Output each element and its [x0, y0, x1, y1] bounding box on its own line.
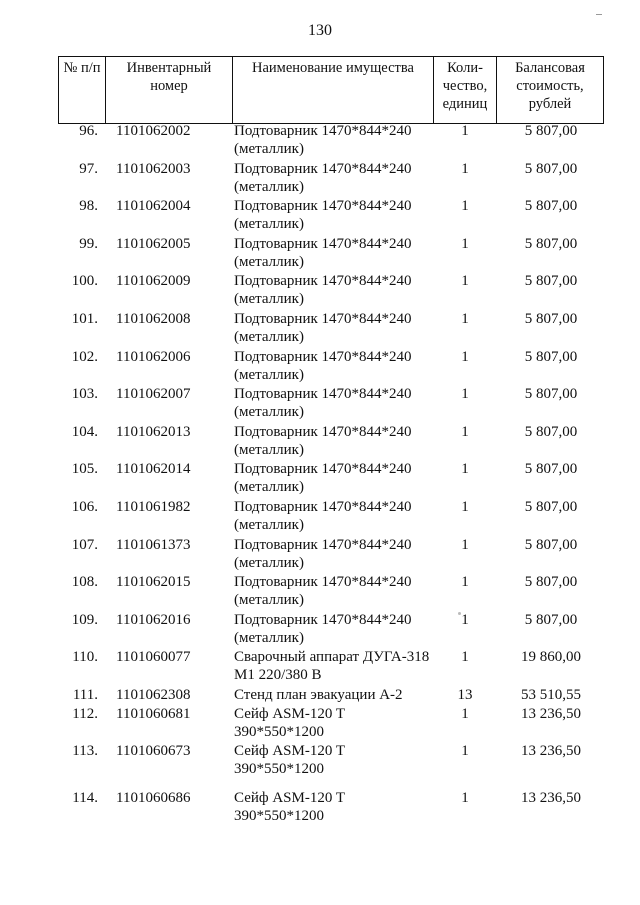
inventory-number: 1101062005	[116, 235, 191, 252]
row-number: 99.	[79, 235, 98, 252]
inventory-number: 1101060686	[116, 790, 191, 807]
scan-mark	[458, 612, 461, 615]
table-row	[58, 310, 606, 348]
row-number: 98.	[79, 198, 98, 215]
row-number: 103.	[71, 386, 98, 403]
item-quantity: 1	[461, 273, 469, 290]
inventory-list	[58, 122, 606, 836]
inventory-number: 1101060681	[116, 705, 191, 722]
row-number: 110.	[72, 649, 98, 666]
item-quantity: 1	[461, 386, 469, 403]
inventory-number: 1101061982	[116, 498, 191, 515]
item-name: Стенд план эвакуации А-2	[234, 686, 403, 703]
inventory-number: 1101062016	[116, 611, 191, 628]
item-name: Подтоварник 1470*844*240 (металлик)	[234, 160, 412, 195]
item-cost: 5 807,00	[524, 123, 578, 139]
inventory-number: 1101062015	[116, 574, 191, 591]
item-name: Подтоварник 1470*844*240 (металлик)	[234, 423, 412, 458]
item-cost: 5 807,00	[524, 423, 578, 440]
item-cost: 5 807,00	[524, 611, 578, 628]
item-quantity: 1	[461, 461, 469, 478]
inventory-number: 1101061373	[116, 536, 191, 553]
item-cost: 5 807,00	[524, 348, 578, 365]
item-name: Сейф ASM-120 T 390*550*1200	[234, 705, 345, 740]
item-cost: 19 860,00	[521, 649, 581, 666]
row-number: 101.	[71, 310, 98, 327]
item-cost: 13 236,50	[521, 743, 581, 760]
item-cost: 13 236,50	[521, 705, 581, 722]
item-cost: 13 236,50	[521, 790, 581, 807]
header-name: Наименование имущества	[233, 57, 434, 124]
row-number: 108.	[71, 574, 98, 591]
table-row	[58, 197, 606, 235]
inventory-number: 1101062007	[116, 386, 191, 403]
item-name: Подтоварник 1470*844*240 (металлик)	[234, 461, 412, 496]
item-cost: 5 807,00	[524, 310, 578, 327]
table-row	[58, 272, 606, 310]
scan-mark	[596, 14, 602, 15]
table-row	[58, 348, 606, 386]
item-quantity: 1	[461, 790, 469, 807]
item-cost: 5 807,00	[524, 235, 578, 252]
table-row	[58, 611, 606, 649]
inventory-number: 1101062004	[116, 198, 191, 215]
row-number: 102.	[71, 348, 98, 365]
item-cost: 5 807,00	[524, 160, 578, 177]
row-number: 106.	[71, 498, 98, 515]
table-header	[58, 56, 604, 124]
item-cost: 5 807,00	[524, 461, 578, 478]
item-quantity: 1	[461, 536, 469, 553]
table-row	[58, 122, 606, 160]
inventory-number: 1101062009	[116, 273, 191, 290]
header-num: № п/п	[59, 57, 106, 124]
row-number: 113.	[72, 743, 98, 760]
row-number: 105.	[71, 461, 98, 478]
item-quantity: 1	[461, 705, 469, 722]
inventory-number: 1101062003	[116, 160, 191, 177]
item-name: Подтоварник 1470*844*240 (металлик)	[234, 123, 412, 157]
item-cost: 5 807,00	[524, 498, 578, 515]
row-number: 112.	[72, 705, 98, 722]
item-name: Сварочный аппарат ДУГА-318 М1 220/380 В	[234, 649, 430, 684]
table-row	[58, 573, 606, 611]
item-quantity: 1	[461, 611, 469, 628]
table-row	[58, 648, 606, 686]
header-qty: Коли-чество, единиц	[434, 57, 497, 124]
header-cost: Балансовая стоимость, рублей	[497, 57, 604, 124]
table-row	[58, 460, 606, 498]
row-number: 100.	[71, 273, 98, 290]
inventory-number: 1101062308	[116, 686, 191, 703]
item-quantity: 1	[461, 348, 469, 365]
item-name: Подтоварник 1470*844*240 (металлик)	[234, 348, 412, 383]
item-name: Подтоварник 1470*844*240 (металлик)	[234, 198, 412, 233]
row-number: 109.	[71, 611, 98, 628]
item-name: Подтоварник 1470*844*240 (металлик)	[234, 386, 412, 421]
item-name: Подтоварник 1470*844*240 (металлик)	[234, 536, 412, 571]
inventory-number: 1101060673	[116, 743, 191, 760]
item-quantity: 13	[457, 686, 473, 703]
item-cost: 53 510,55	[521, 686, 581, 703]
row-number: 107.	[71, 536, 98, 553]
item-name: Подтоварник 1470*844*240 (металлик)	[234, 310, 412, 345]
page-number: 130	[308, 22, 332, 39]
table-row	[58, 498, 606, 536]
table-row	[58, 705, 606, 743]
table-row	[58, 686, 606, 705]
table-row	[58, 789, 606, 836]
item-cost: 5 807,00	[524, 536, 578, 553]
row-number: 114.	[72, 790, 98, 807]
item-cost: 5 807,00	[524, 198, 578, 215]
item-quantity: 1	[461, 649, 469, 666]
item-quantity: 1	[461, 160, 469, 177]
item-cost: 5 807,00	[524, 386, 578, 403]
inventory-number: 1101062014	[116, 461, 191, 478]
inventory-number: 1101060077	[116, 649, 191, 666]
item-name: Подтоварник 1470*844*240 (металлик)	[234, 273, 412, 308]
item-name: Сейф ASM-120 T 390*550*1200	[234, 743, 345, 778]
item-quantity: 1	[461, 123, 469, 139]
table-row	[58, 536, 606, 574]
item-quantity: 1	[461, 235, 469, 252]
item-name: Подтоварник 1470*844*240 (металлик)	[234, 235, 412, 270]
row-number: 111.	[72, 686, 98, 703]
header-inventory: Инвентарный номер	[106, 57, 233, 124]
inventory-number: 1101062002	[116, 123, 191, 139]
item-name: Подтоварник 1470*844*240 (металлик)	[234, 611, 412, 646]
item-cost: 5 807,00	[524, 574, 578, 591]
inventory-number: 1101062008	[116, 310, 191, 327]
inventory-number: 1101062013	[116, 423, 191, 440]
item-name: Подтоварник 1470*844*240 (металлик)	[234, 498, 412, 533]
item-quantity: 1	[461, 498, 469, 515]
table-row	[58, 235, 606, 273]
item-quantity: 1	[461, 198, 469, 215]
item-name: Сейф ASM-120 T 390*550*1200	[234, 790, 345, 825]
item-name: Подтоварник 1470*844*240 (металлик)	[234, 574, 412, 609]
item-quantity: 1	[461, 574, 469, 591]
table-row	[58, 742, 606, 789]
table-row	[58, 160, 606, 198]
row-number: 104.	[71, 423, 98, 440]
row-number: 96.	[79, 123, 98, 139]
item-quantity: 1	[461, 310, 469, 327]
item-quantity: 1	[461, 743, 469, 760]
table-row	[58, 385, 606, 423]
table-row	[58, 423, 606, 461]
inventory-number: 1101062006	[116, 348, 191, 365]
item-quantity: 1	[461, 423, 469, 440]
row-number: 97.	[79, 160, 98, 177]
item-cost: 5 807,00	[524, 273, 578, 290]
